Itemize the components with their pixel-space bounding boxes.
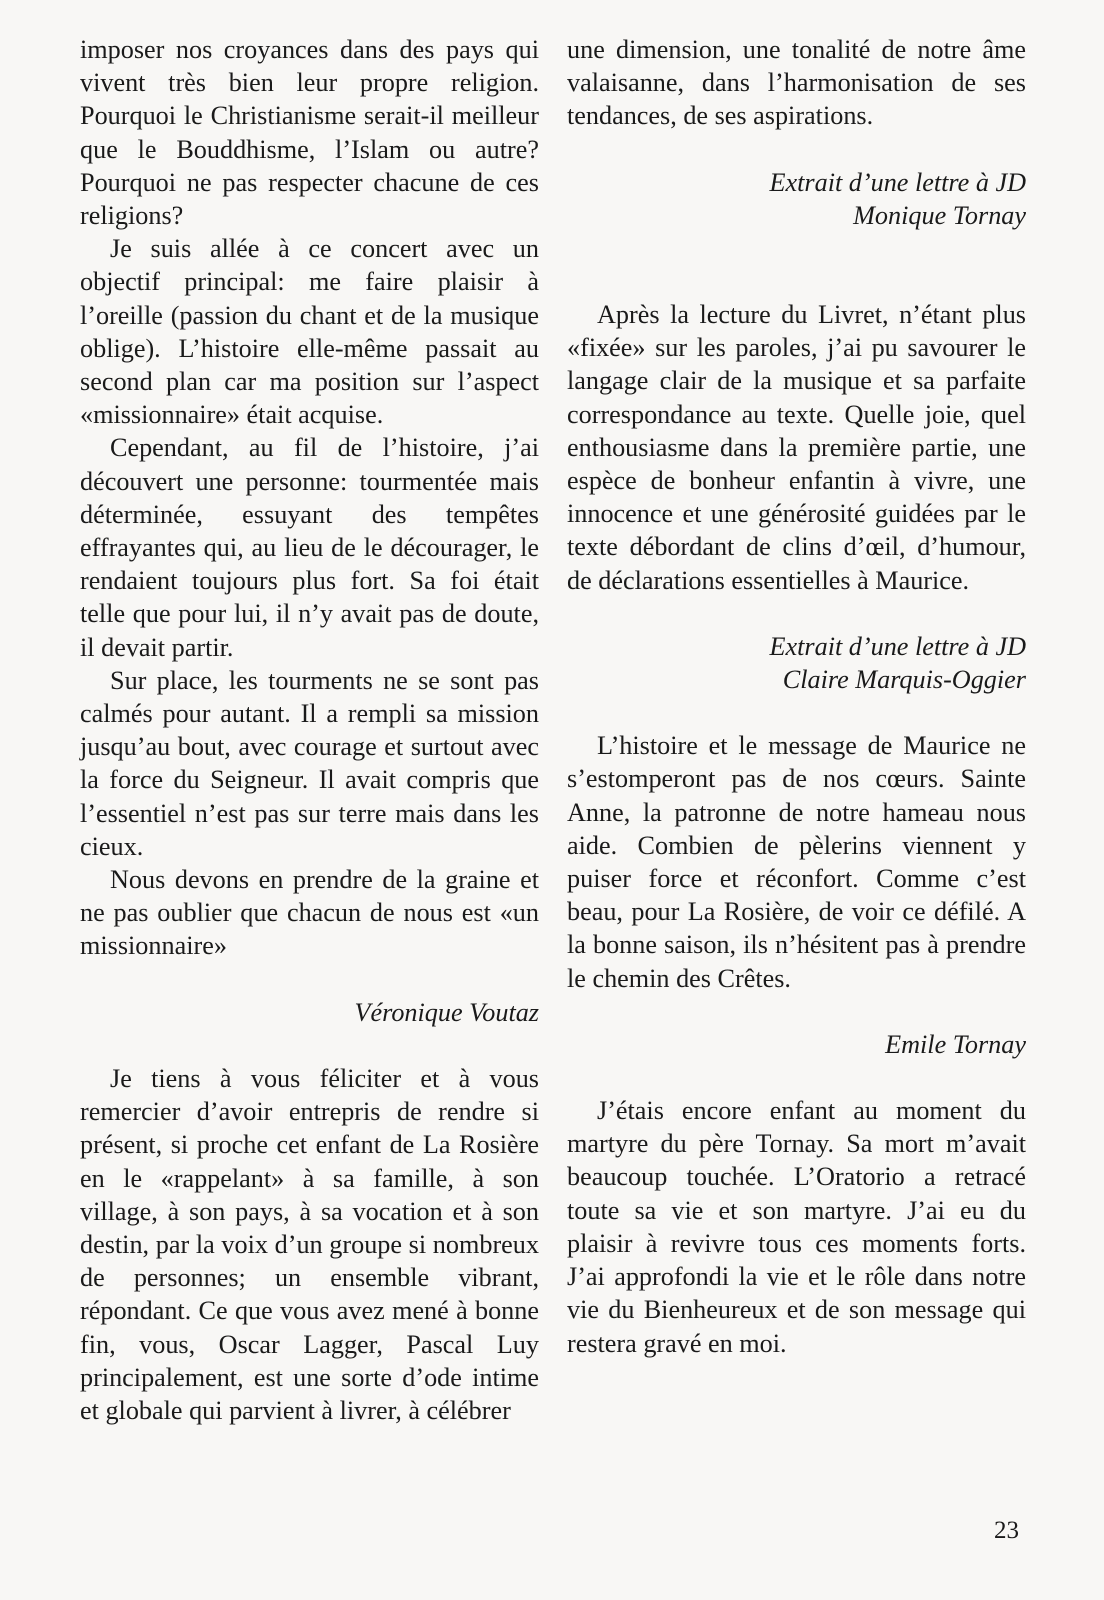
paragraph-enfant: J’étais encore enfant au moment du martyre du père Tornay. Sa mort m’avait beaucoup touchée. L’Oratorio a retracé toute sa vie et son martyre. J’ai eu du plaisir à revivre tous ces moments forts. J’ai approfondi la vie et le rôle dans notre vie du Bienheureux et de son message qui restera gravé en moi. (567, 1096, 1026, 1358)
signature-claire-marquis-oggier: Claire Marquis-Oggier (782, 665, 1026, 695)
paragraph-concert: Je suis allée à ce concert avec un objectif principal: me faire plaisir à l’oreille (passion du chant et de la musique oblige). L’histoire elle-même passait au second plan car ma position sur l’aspect «missionnaire» était acquise. (80, 234, 539, 430)
signature-source-1: Extrait d’une lettre à JD (769, 167, 1026, 197)
paragraph-discovery: Cependant, au fil de l’histoire, j’ai découvert une personne: tourmentée mais déterminée, essuyant des tempêtes effrayantes qui, au lieu de le décourager, le rendaient toujours plus fort. Sa foi était telle que pour lui, il n’y avait pas de doute, il devait partir. (80, 433, 539, 662)
right-column (567, 33, 1026, 1360)
paragraph-missionary: Nous devons en prendre de la graine et ne pas oublier que chacun de nous est «un missionnaire» (80, 865, 539, 961)
left-column (80, 33, 539, 1427)
paragraph-continuation-right: une dimension, une tonalité de notre âme valaisanne, dans l’harmonisation de ses tendances, de ses aspirations. (567, 35, 1026, 131)
page-number: 23 (994, 1517, 1019, 1544)
paragraph-livret: Après la lecture du Livret, n’étant plus «fixée» sur les paroles, j’ai pu savourer le langage clair de la musique et sa parfaite correspondance au texte. Quelle joie, quel enthousiasme dans la première partie, une espèce de bonheur enfantin à vivre, une innocence et une générosité guidées par le texte débordant de clins d’œil, d’humour, de déclarations essentielles à Maurice. (567, 300, 1026, 595)
paragraph-continuation: imposer nos croyances dans des pays qui vivent très bien leur propre religion. Pourquoi le Christianisme serait-il meilleur que le Bouddhisme, l’Islam ou autre? Pourquoi ne pas respecter chacune de ces religions? (80, 35, 539, 231)
signature-source-2: Extrait d’une lettre à JD (769, 631, 1026, 661)
paragraph-felicitations: Je tiens à vous féliciter et à vous remercier d’avoir entrepris de rendre si présent, si proche cet enfant de La Rosière en le «rappelant» à sa famille, à son village, à son pays, à sa vocation et à son destin, par la voix d’un groupe si nombreux de personnes; un ensemble vibrant, répondant. Ce que vous avez mené à bonne fin, vous, Oscar Lagger, Pascal Luy principalement, est une sorte d’ode intime et globale qui parvient à livrer, à célébrer (80, 1063, 539, 1425)
signature-monique-tornay: Monique Tornay (853, 200, 1026, 230)
signature-veronique-voutaz: Véronique Voutaz (354, 997, 539, 1027)
paragraph-mission: Sur place, les tourments ne se sont pas calmés pour autant. Il a rempli sa mission jusqu’au bout, avec courage et surtout avec la force du Seigneur. Il avait compris que l’essentiel n’est pas sur terre mais dans les cieux. (80, 665, 539, 861)
signature-emile-tornay: Emile Tornay (885, 1029, 1026, 1059)
paragraph-histoire: L’histoire et le message de Maurice ne s’estomperont pas de nos cœurs. Sainte Anne, la patronne de notre hameau nous aide. Combien de pèlerins viennent y puiser force et réconfort. Comme c’est beau, pour La Rosière, de voir ce défilé. A la bonne saison, ils n’hésitent pas à prendre le chemin des Crêtes. (567, 731, 1026, 993)
